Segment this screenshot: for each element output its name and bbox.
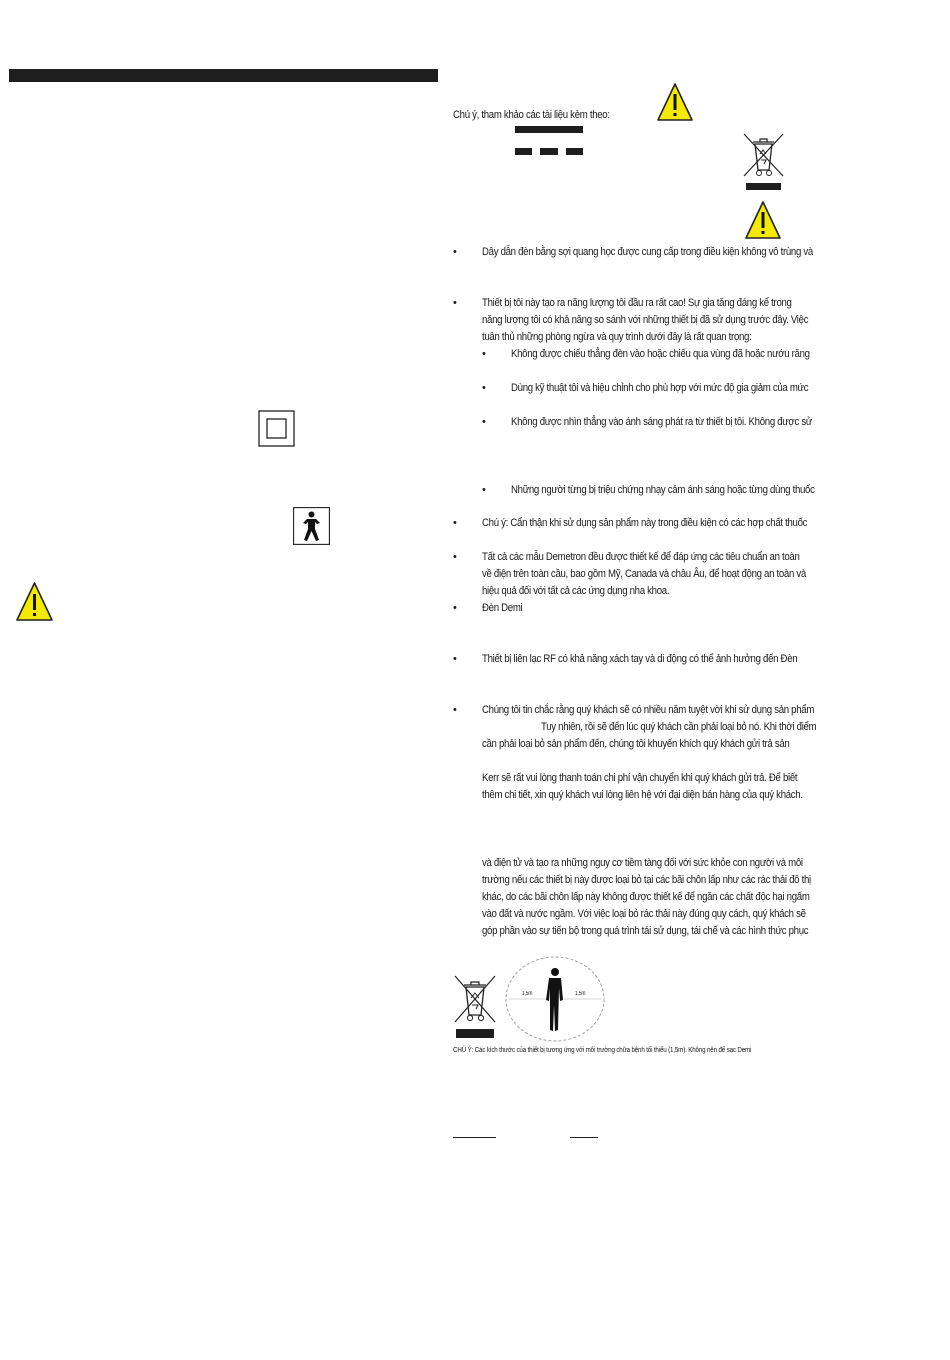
paragraph-text: vào đất và nước ngầm. Với việc loại bỏ rác thải này đúng quy cách, quý khách sẽ [482, 908, 806, 920]
bullet-text: cần phải loại bỏ sản phẩm đến, chúng tôi khuyến khích quý khách gửi trả sản [482, 738, 790, 750]
divider-line [453, 1137, 496, 1138]
bullet-text: Tất cả các mẫu Demetron đều được thiết kế để đáp ứng các tiêu chuẩn an toàn [482, 551, 800, 563]
bullet-text: về điện trên toàn cầu, bao gồm Mỹ, Canada và châu Âu, để hoạt động an toàn và [482, 568, 806, 580]
bullet-text: Thiết bị tôi này tạo ra năng lượng tôi đầu ra rất cao! Sự gia tăng đáng kể trong [482, 297, 792, 309]
weee-bin-icon [453, 974, 497, 1040]
bullet-text: Thiết bị liên lạc RF có khả năng xách tay và di động có thể ảnh hưởng đến Đèn [482, 653, 798, 665]
type-b-body-icon [293, 507, 330, 545]
paragraph-text: thêm chi tiết, xin quý khách vui lòng liên hệ với đại diện bán hàng của quý khách. [482, 789, 803, 801]
sub-bullet-dot: • [482, 348, 486, 360]
bullet-dot: • [453, 246, 457, 258]
dimension-left-label: 1,5m [522, 991, 533, 997]
weee-bin-icon [742, 132, 785, 192]
bullet-dot: • [453, 551, 457, 563]
bullet-text: Đèn Demi [482, 602, 523, 614]
bullet-text: tuân thủ những phòng ngừa và quy trình dưới đây là rất quan trọng: [482, 331, 752, 343]
section-header-bar [9, 69, 438, 82]
bullet-text: Tuy nhiên, rồi sẽ đến lúc quý khách cần phải loại bỏ nó. Khi thời điểm [541, 721, 817, 733]
divider-line [570, 1137, 598, 1138]
bullet-text: hiệu quả đối với tất cả các ứng dụng nha khoa. [482, 585, 670, 597]
paragraph-text: khác, do các bãi chôn lấp này không được thiết kế để ngăn các chất độc hại ngấm [482, 891, 810, 903]
paragraph-text: góp phần vào sự tiến bộ trong quá trình tái sử dụng, tái chế và các hình thức phục [482, 925, 809, 937]
sub-bullet-text: Không được chiếu thẳng đèn vào hoặc chiếu qua vùng đã hoặc nướu răng [511, 348, 810, 360]
bullet-text: Chú ý: Cẩn thận khi sử dụng sản phẩm này trong điều kiện có các hợp chất thuốc [482, 517, 808, 529]
figure-caption: CHÚ Ý: Các kích thước của thiết bị tương ứng với môi trường chữa bệnh tối thiểu (1,5m). Không nên để sạc Demi [453, 1045, 752, 1054]
dc-current-icon [515, 126, 583, 156]
sub-bullet-dot: • [482, 416, 486, 428]
bullet-dot: • [453, 297, 457, 309]
warning-icon [744, 200, 782, 240]
lead-text: Chú ý, tham khảo các tài liệu kèm theo: [453, 109, 610, 121]
patient-environment-diagram [503, 955, 607, 1043]
bullet-text: năng lượng tôi có khả năng so sánh với những thiết bị đã sử dụng trước đây. Việc [482, 314, 809, 326]
bullet-text: Chúng tôi tin chắc rằng quý khách sẽ có nhiều năm tuyệt vời khi sử dụng sản phẩm [482, 704, 815, 716]
sub-bullet-dot: • [482, 382, 486, 394]
bullet-text: Dây dẫn đèn bằng sợi quang học được cung cấp trong điều kiện không vô trùng và [482, 246, 813, 258]
bullet-dot: • [453, 704, 457, 716]
sub-bullet-text: Những người từng bị triệu chứng nhạy cảm ánh sáng hoặc từng dùng thuốc [511, 484, 815, 496]
sub-bullet-text: Dùng kỹ thuật tôi và hiệu chỉnh cho phù hợp với mức độ gia giảm của mức [511, 382, 809, 394]
sub-bullet-text: Không được nhìn thẳng vào ánh sáng phát ra từ thiết bị tôi. Không được sử [511, 416, 812, 428]
warning-icon [656, 82, 694, 122]
sub-bullet-dot: • [482, 484, 486, 496]
paragraph-text: và điện tử và tạo ra những nguy cơ tiềm tàng đối với sức khỏe con người và môi [482, 857, 803, 869]
bullet-dot: • [453, 653, 457, 665]
bullet-dot: • [453, 602, 457, 614]
bullet-dot: • [453, 517, 457, 529]
warning-icon [15, 581, 54, 622]
double-insulation-icon [258, 410, 295, 447]
paragraph-text: Kerr sẽ rất vui lòng thanh toán chi phí vận chuyển khi quý khách gửi trả. Để biết [482, 772, 798, 784]
paragraph-text: trường nếu các thiết bị này được loại bỏ tại các bãi chôn lấp như các rác thải đô thị [482, 874, 811, 886]
dimension-right-label: 1,5m [575, 991, 586, 997]
